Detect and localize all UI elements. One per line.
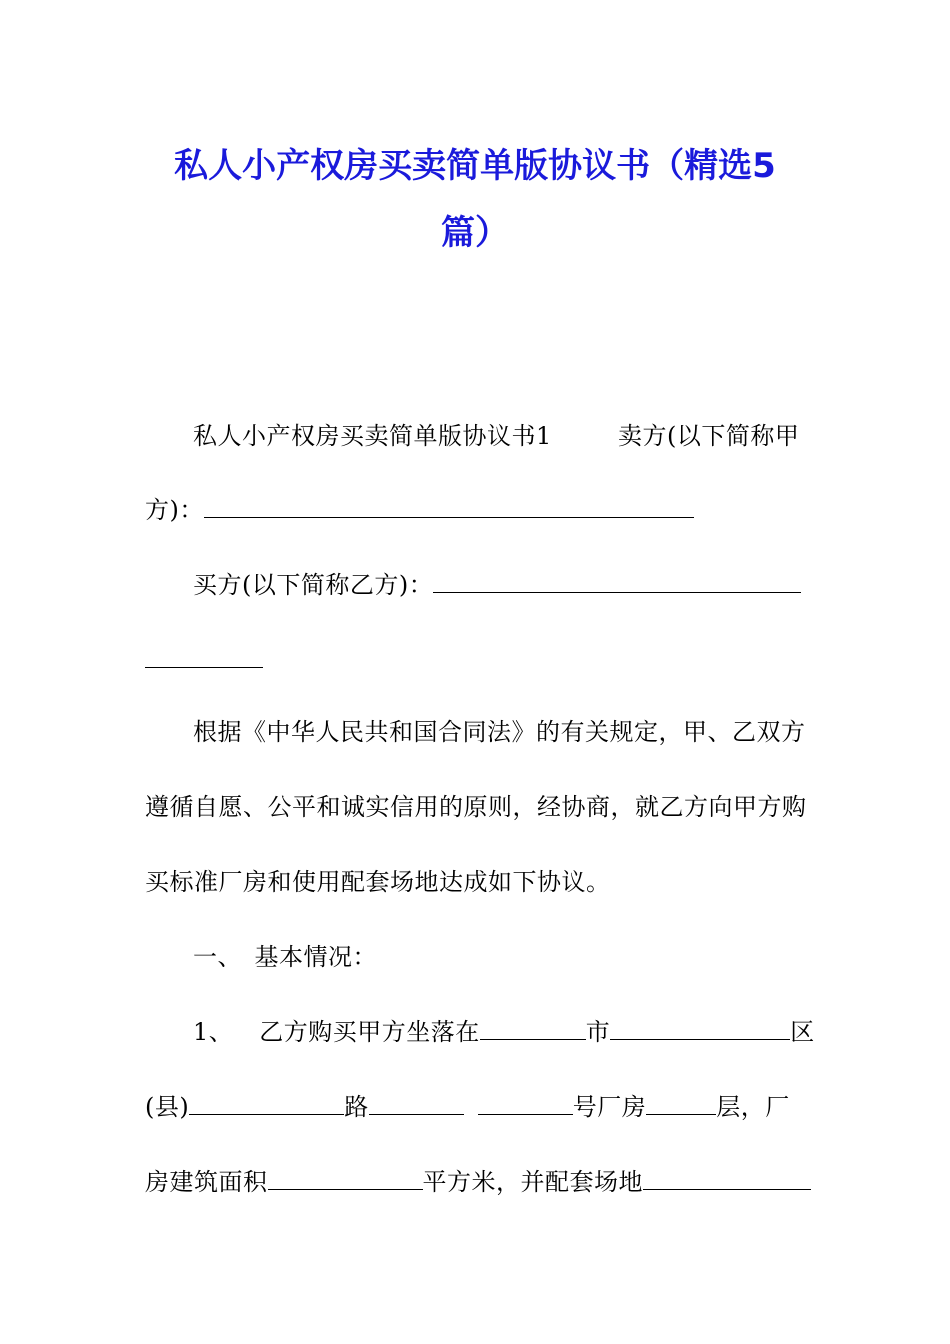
seller-line (145, 495, 694, 525)
buyer-blank-2 (145, 645, 263, 668)
buyer-blank-cont (145, 645, 263, 675)
item1-line2 (145, 1092, 790, 1122)
seller-blank (204, 495, 694, 518)
buyer-label: 买方(以下简称乙方)： (193, 571, 434, 599)
agreement-heading: 私人小产权房买卖简单版协议书1 (193, 422, 552, 450)
city-blank (480, 1017, 586, 1040)
district-blank (610, 1017, 790, 1040)
district-label: 区 (790, 1018, 815, 1046)
floor-blank (646, 1092, 716, 1115)
county-blank (189, 1092, 344, 1115)
seller-label-end: 方)： (145, 496, 204, 524)
area-blank (268, 1167, 423, 1190)
floor-label: 层，厂 (716, 1093, 790, 1121)
number-blank (478, 1092, 573, 1115)
county-label: (县) (145, 1093, 190, 1121)
buyer-blank (433, 570, 801, 593)
item1-text: 乙方购买甲方坐落在 (259, 1018, 480, 1046)
item1-number: 1、 (193, 1018, 234, 1046)
site-blank (643, 1167, 811, 1190)
intro-line3: 买标准厂房和使用配套场地达成如下协议。 (145, 868, 611, 896)
road-blank (369, 1092, 464, 1115)
buyer-line (193, 570, 801, 600)
section-basic-info: 一、 基本情况： (193, 943, 377, 971)
sqm-label: 平方米，并配套场地 (422, 1168, 643, 1196)
road-label: 路 (344, 1093, 369, 1121)
intro-line1: 根据《中华人民共和国合同法》的有关规定，甲、乙双方 (193, 718, 806, 746)
item1-line1 (193, 1017, 815, 1047)
intro-line2: 遵循自愿、公平和诚实信用的原则，经协商，就乙方向甲方购 (145, 793, 807, 821)
city-label: 市 (585, 1018, 611, 1046)
item1-line3 (145, 1167, 811, 1197)
area-label: 房建筑面积 (145, 1168, 268, 1196)
document-title-line1: 私人小产权房买卖简单版协议书（精选5 (174, 146, 776, 186)
seller-label-start: 卖方(以下简称甲 (618, 422, 800, 450)
document-title-line2: 篇） (441, 213, 509, 253)
factory-label: 号厂房 (572, 1093, 647, 1121)
